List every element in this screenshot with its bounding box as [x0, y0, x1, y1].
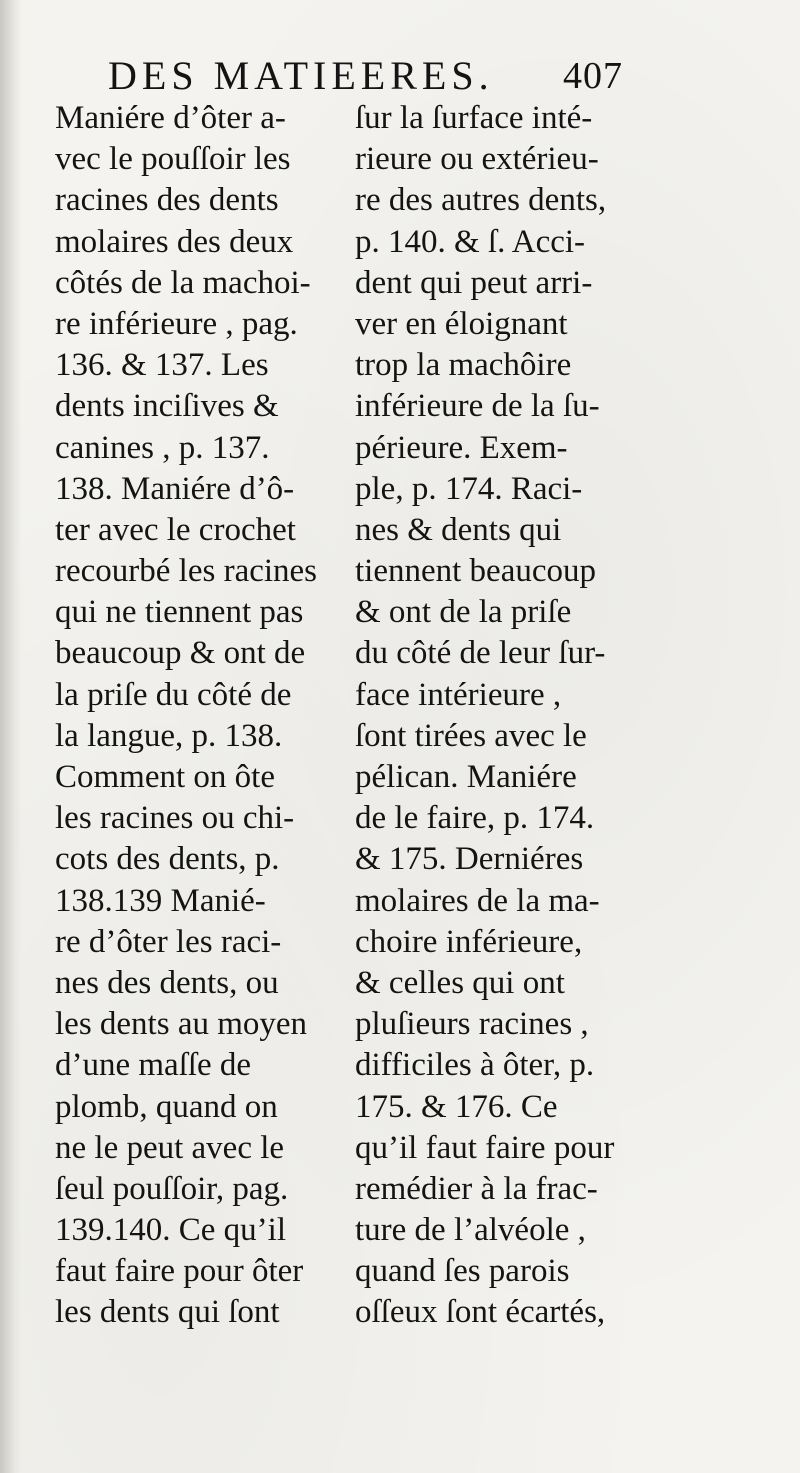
index-line: plomb, quand on: [55, 1088, 278, 1125]
index-line: re inférieure , pag.: [55, 305, 298, 342]
index-line: 175. & 176. Ce: [355, 1088, 558, 1125]
index-line: & celles qui ont: [355, 964, 565, 1001]
index-line: périeure. Exem-: [355, 429, 568, 466]
page-binding-shadow: [0, 0, 22, 1473]
index-line: 138. Maniére d’ô-: [55, 470, 295, 507]
index-line: p. 140. & ſ. Acci-: [355, 223, 586, 260]
index-line: côtés de la machoi-: [55, 264, 311, 301]
running-header: DES MATIEERES.: [108, 53, 494, 98]
index-line: difficiles à ôter, p.: [355, 1047, 595, 1084]
index-line: canines , p. 137.: [55, 429, 270, 466]
index-line: dent qui peut arri-: [355, 264, 593, 301]
index-line: les dents qui ſont: [55, 1294, 280, 1331]
index-line: qui ne tiennent pas: [55, 594, 304, 631]
index-line: cots des dents, p.: [55, 841, 280, 878]
index-line: ver en éloignant: [355, 305, 568, 342]
index-line: pélican. Maniére: [355, 759, 577, 795]
index-line: ter avec le crochet: [55, 511, 296, 548]
index-line: re des autres dents,: [355, 182, 607, 219]
index-line: la priſe du côté de: [55, 676, 292, 713]
index-line: tiennent beaucoup: [355, 553, 596, 590]
index-line: 138.139 Manié-: [55, 882, 266, 919]
index-line: la langue, p. 138.: [55, 717, 283, 754]
index-line: ple, p. 174. Raci-: [355, 470, 583, 507]
index-line: nes & dents qui: [355, 511, 562, 548]
index-line: Comment on ôte: [55, 759, 275, 795]
index-line: d’une maſſe de: [55, 1047, 252, 1084]
index-line: re d’ôter les raci-: [55, 923, 282, 960]
index-line: racines des dents: [55, 182, 279, 219]
index-line: Maniére d’ôter a-: [55, 100, 286, 136]
index-line: oſſeux ſont écartés,: [355, 1294, 606, 1331]
index-line: pluſieurs racines ,: [355, 1006, 589, 1043]
index-column-right: [355, 98, 645, 1334]
index-line: choire inférieure,: [355, 923, 583, 960]
index-line: faut faire pour ôter: [55, 1253, 304, 1290]
index-line: de le faire, p. 174.: [355, 800, 595, 837]
index-line: ne le peut avec le: [55, 1129, 285, 1166]
index-line: dents inciſives &: [55, 388, 279, 425]
index-line: les racines ou chi-: [55, 800, 295, 837]
index-line: nes des dents, ou: [55, 964, 279, 1001]
index-line: inférieure de la ſu-: [355, 388, 600, 425]
index-line: recourbé les racines: [55, 553, 318, 590]
index-line: ture de l’alvéole ,: [355, 1212, 586, 1249]
index-line: molaires des deux: [55, 223, 294, 260]
index-line: vec le pouſſoir les: [55, 141, 291, 178]
index-line: rieure ou extérieu-: [355, 141, 599, 178]
index-line: ſeul pouſſoir, pag.: [55, 1170, 289, 1207]
index-line: qu’il faut faire pour: [355, 1129, 615, 1166]
index-column-left: [55, 98, 345, 1334]
page-number: 407: [563, 55, 623, 97]
index-line: quand ſes parois: [355, 1253, 570, 1290]
index-line: 136. & 137. Les: [55, 347, 269, 384]
index-line: ſur la ſurface inté-: [355, 100, 593, 136]
index-line: & 175. Derniéres: [355, 841, 584, 878]
index-line: & ont de la priſe: [355, 594, 572, 631]
index-line: du côté de leur ſur-: [355, 635, 606, 672]
index-line: 139.140. Ce qu’il: [55, 1212, 286, 1249]
index-line: les dents au moyen: [55, 1006, 308, 1043]
index-line: beaucoup & ont de: [55, 635, 306, 672]
index-line: trop la machôire: [355, 347, 572, 384]
index-line: face intérieure ,: [355, 676, 562, 713]
index-line: ſont tirées avec le: [355, 717, 587, 754]
index-line: remédier à la frac-: [355, 1170, 598, 1207]
index-line: molaires de la ma-: [355, 882, 600, 919]
